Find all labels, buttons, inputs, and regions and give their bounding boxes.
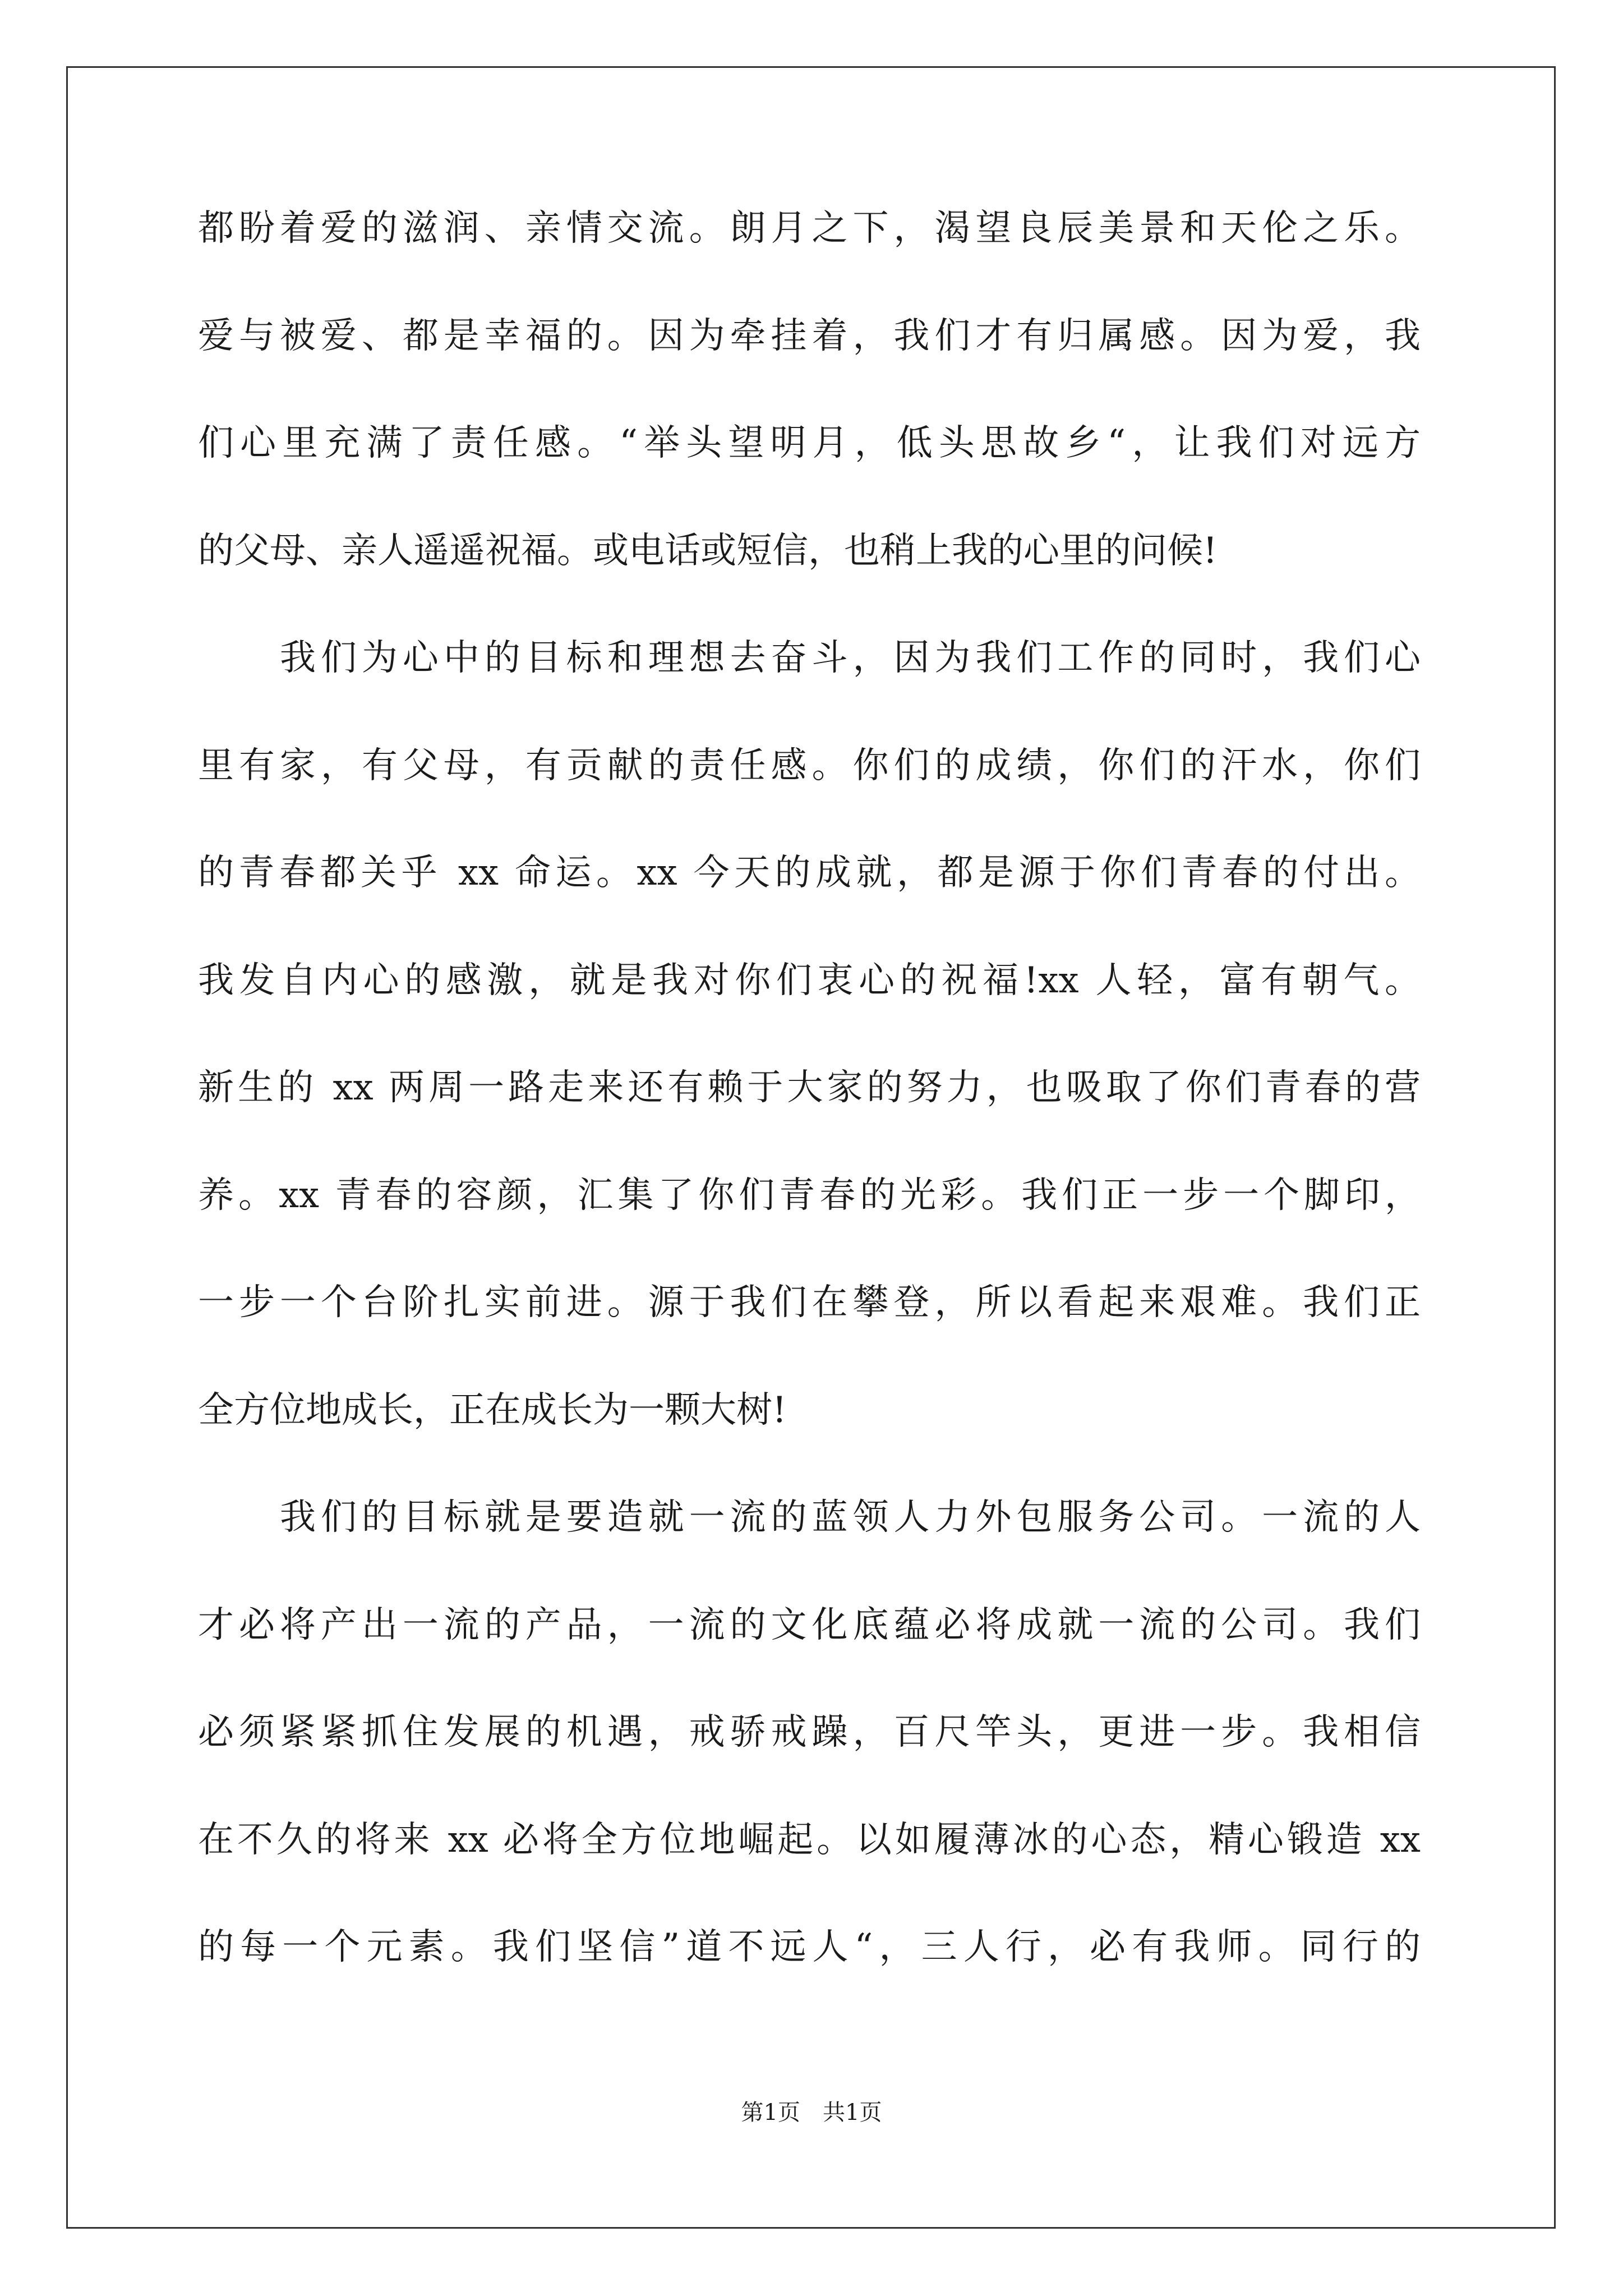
text-line: 在不久的将来 xx 必将全方位地崛起。以如履薄冰的心态，精心锻造 xx [198, 1819, 1421, 1861]
text-line: 们心里充满了责任感。“举头望明月，低头思故乡“，让我们对远方 [198, 422, 1421, 464]
text-line: 的每一个元素。我们坚信”道不远人“，三人行，必有我师。同行的 [198, 1926, 1421, 1968]
page-footer [0, 2099, 1623, 2126]
text-line: 新生的 xx 两周一路走来还有赖于大家的努力，也吸取了你们青春的营 [198, 1067, 1421, 1108]
text-line: 必须紧紧抓住发展的机遇，戒骄戒躁，百尺竿头，更进一步。我相信 [198, 1711, 1421, 1753]
text-line: 爱与被爱、都是幸福的。因为牵挂着，我们才有归属感。因为爱，我 [198, 315, 1421, 357]
text-line: 一步一个台阶扎实前进。源于我们在攀登，所以看起来艰难。我们正 [198, 1282, 1421, 1323]
text-line: 全方位地成长，正在成长为一颗大树! [198, 1389, 787, 1431]
text-line: 才必将产出一流的产品，一流的文化底蕴必将成就一流的公司。我们 [198, 1604, 1421, 1646]
text-line: 里有家，有父母，有贡献的责任感。你们的成绩，你们的汗水，你们 [198, 744, 1421, 786]
page-total: 共1页 [823, 2100, 882, 2125]
page-number: 第1页 [741, 2100, 800, 2125]
text-line: 都盼着爱的滋润、亲情交流。朗月之下，渴望良辰美景和天伦之乐。 [198, 208, 1421, 249]
text-line: 我们的目标就是要造就一流的蓝领人力外包服务公司。一流的人 [280, 1497, 1421, 1538]
text-line: 我发自内心的感激，就是我对你们衷心的祝福!xx 人轻，富有朝气。 [198, 959, 1421, 1001]
text-line: 的父母、亲人遥遥祝福。或电话或短信，也稍上我的心里的问候! [198, 530, 1218, 572]
text-line: 养。xx 青春的容颜，汇集了你们青春的光彩。我们正一步一个脚印， [198, 1174, 1421, 1216]
text-line: 的青春都关乎 xx 命运。xx 今天的成就，都是源于你们青春的付出。 [198, 852, 1421, 894]
text-line: 我们为心中的目标和理想去奋斗，因为我们工作的同时，我们心 [280, 637, 1421, 679]
document-body [198, 210, 1421, 2037]
